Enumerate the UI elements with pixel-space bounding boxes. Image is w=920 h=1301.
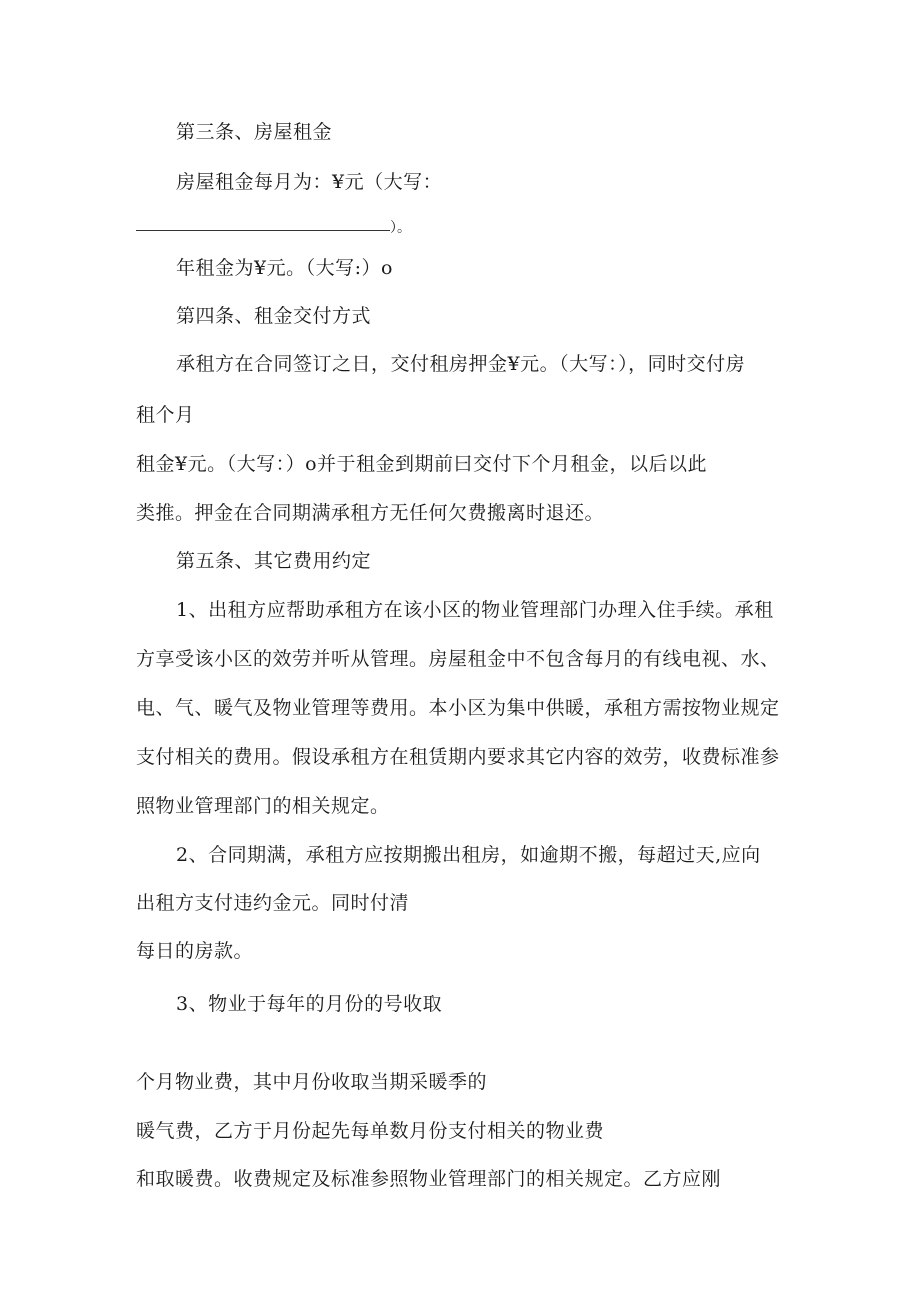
clause-1-line: 支付相关的费用。假设承租方在租赁期内要求其它内容的效劳，收费标准参	[136, 746, 780, 768]
article-4-heading: 第四条、租金交付方式	[176, 305, 372, 327]
clause-2-line: 2、合同期满，承租方应按期搬出租房，如逾期不搬，每超过天,应向	[176, 844, 761, 866]
article-3-heading: 第三条、房屋租金	[176, 121, 333, 143]
payment-text-line: 租个月	[136, 404, 195, 426]
clause-2-line: 出租方支付违约金元。同时付清	[136, 892, 410, 914]
clause-3-line: 和取暖费。收费规定及标准参照物业管理部门的相关规定。乙方应刚	[136, 1168, 722, 1190]
fill-in-blank-line	[136, 230, 390, 231]
clause-3-line: 个月物业费，其中月份收取当期采暖季的	[136, 1071, 488, 1093]
payment-text-line: 租金¥元。（大写：）o并于租金到期前曰交付下个月租金，以后以此	[136, 453, 708, 475]
payment-text-line: 承租方在合同签订之日，交付租房押金¥元。（大写：），同时交付房	[176, 353, 746, 375]
clause-2-line: 每日的房款。	[136, 940, 254, 962]
payment-text-line: 类推。押金在合同期满承租方无任何欠费搬离时退还。	[136, 502, 605, 524]
clause-1-line: 电、气、暖气及物业管理等费用。本小区为集中供暖，承租方需按物业规定	[136, 697, 780, 719]
annual-rent-line: 年租金为¥元。（大写:）o	[176, 257, 393, 279]
clause-1-line: 1、出租方应帮助承租方在该小区的物业管理部门办理入住手续。承租	[176, 599, 774, 621]
article-5-heading: 第五条、其它费用约定	[176, 550, 372, 572]
monthly-rent-line: 房屋租金每月为：¥元（大写：	[176, 171, 443, 193]
blank-closing-text: ）。	[390, 220, 411, 236]
clause-3-line: 3、物业于每年的月份的号收取	[176, 993, 443, 1015]
clause-3-line: 暖气费，乙方于月份起先每单数月份支付相关的物业费	[136, 1120, 605, 1142]
clause-1-line: 照物业管理部门的相关规定。	[136, 795, 390, 817]
clause-1-line: 方享受该小区的效劳并听从管理。房屋租金中不包含每月的有线电视、水、	[136, 648, 780, 670]
